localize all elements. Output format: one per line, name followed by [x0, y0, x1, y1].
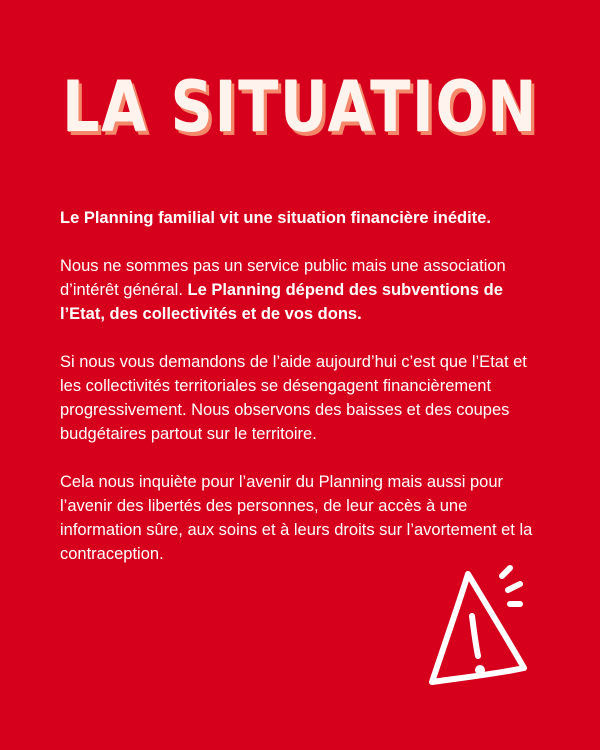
- association-text: Nous ne sommes pas un service public mais une association d’intérêt général.: [60, 257, 506, 299]
- paragraph-aid: [60, 350, 550, 446]
- paragraph-concern: [60, 470, 550, 566]
- body-text: [60, 206, 550, 590]
- concern-text: Cela nous inquiète pour l’avenir du Planning mais aussi pour l’avenir des libertés des personnes, de leur accès à une information sûre, aux soins et à leurs droits sur l’avortement et la contraception.: [60, 473, 533, 563]
- paragraph-association: [60, 254, 550, 326]
- warning-triangle-icon: [420, 560, 540, 700]
- aid-text: Si nous vous demandons de l’aide aujourd’hui c’est que l’Etat et les collectivités territoriales se désengagent financièrement progressivement. Nous observons des baisses et des coupes budgétaires partout sur le territoire.: [60, 353, 527, 443]
- paragraph-intro: [60, 206, 550, 230]
- page-title: LA SITUATION: [61, 66, 538, 148]
- intro-bold-text: Le Planning familial vit une situation financière inédite.: [60, 209, 491, 227]
- association-bold-text: Le Planning dépend des subventions de l’Etat, des collectivités et de vos dons.: [60, 281, 503, 323]
